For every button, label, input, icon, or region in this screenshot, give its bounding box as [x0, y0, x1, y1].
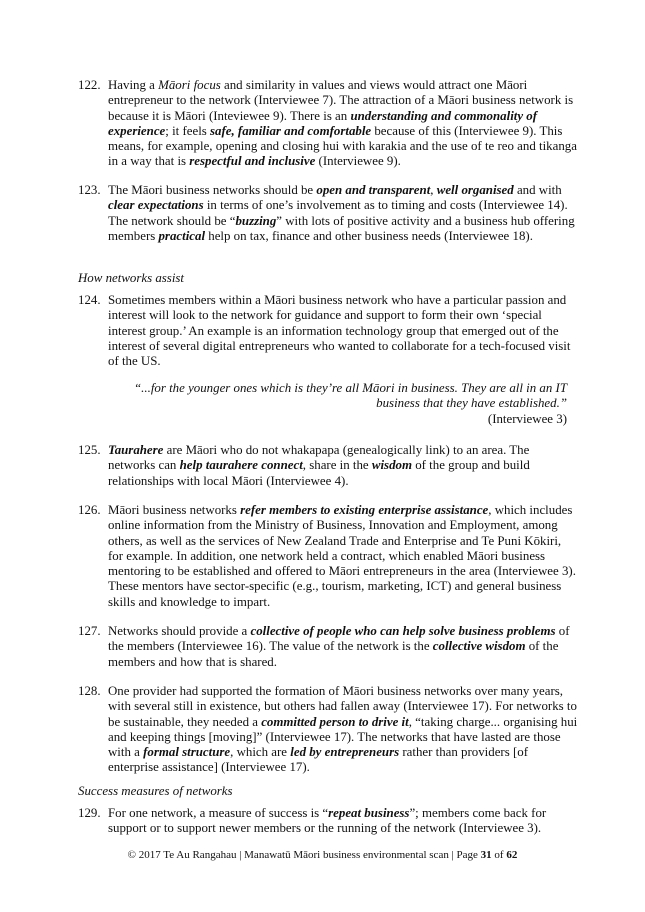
- block-quote: [108, 381, 567, 427]
- text-run: ”; members come back for support or to support newer members or the running of the network (Interviewee 3).: [108, 806, 547, 836]
- paragraph-text: [108, 624, 578, 670]
- emphasis-bold-italic: understanding and commonality of experience: [108, 108, 538, 138]
- emphasis-bold-italic: open and transparent: [316, 183, 431, 197]
- paragraph-128: [78, 684, 578, 776]
- text-run: rather than providers [of enterprise assistance] (Interviewee 17).: [108, 745, 528, 775]
- text-run: , which includes online information from the Ministry of Business, Innovation and Employment, among others, as well as the services of New Zealand Trade and Enterprise and Te Puni Kōkiri, for example. In addition, one network held a contract, which enabled Māori business mentoring to be established and offered to Māori entrepreneurs in the area (Interviewee 3). These mentors have sector-specific (e.g., tourism, marketing, ICT) and general business skills and knowledge to impart.: [108, 503, 576, 609]
- emphasis-bold-italic: wisdom: [371, 458, 412, 473]
- paragraph-number: 127.: [78, 624, 101, 638]
- emphasis-bold-italic: formal structure: [143, 745, 231, 760]
- text-run: (Interviewee 9).: [315, 154, 401, 169]
- paragraph-127: [78, 624, 578, 670]
- text-run: Having a: [108, 78, 159, 92]
- emphasis-italic: Māori focus: [158, 78, 221, 92]
- emphasis-bold-italic: well organised: [436, 183, 514, 197]
- emphasis-bold-italic: respectful and inclusive: [189, 154, 316, 169]
- paragraph-text: [108, 293, 578, 369]
- paragraph-125: [78, 443, 578, 489]
- paragraph-text: [108, 183, 578, 244]
- paragraph-number: 123.: [78, 183, 101, 197]
- emphasis-bold-italic: Taurahere: [108, 443, 164, 457]
- text-run: The Māori business networks should be: [108, 183, 317, 197]
- footer-page-number: 31: [480, 849, 492, 861]
- footer-page-total: 62: [506, 849, 518, 861]
- text-run: of the members and how that is shared.: [108, 639, 559, 669]
- emphasis-bold-italic: practical: [158, 228, 206, 243]
- section-heading-how-networks-assist: How networks assist: [78, 271, 185, 285]
- section-heading-success-measures: Success measures of networks: [78, 784, 233, 798]
- paragraph-number: 126.: [78, 503, 101, 517]
- paragraph-number: 128.: [78, 684, 101, 698]
- paragraph-122: [78, 78, 578, 170]
- text-run: Networks should provide a: [108, 624, 251, 638]
- paragraph-number: 129.: [78, 806, 101, 820]
- emphasis-bold-italic: buzzing: [235, 213, 277, 228]
- text-run: and with: [513, 183, 562, 197]
- footer-text: © 2017 Te Au Rangahau | Manawatū Māori business environmental scan | Page: [127, 849, 481, 861]
- text-run: Māori business networks: [108, 503, 241, 517]
- footer-of: of: [491, 849, 507, 861]
- quote-attribution: (Interviewee 3): [487, 411, 567, 426]
- paragraph-number: 122.: [78, 78, 101, 92]
- text-run: are Māori who do not whakapapa (genealogically link) to an area. The networks can: [108, 443, 530, 473]
- paragraph-129: [78, 806, 578, 837]
- paragraph-124: [78, 293, 578, 369]
- text-run: ,: [430, 183, 437, 197]
- text-run: in terms of one’s involvement as to timing and costs (Interviewee 14). The network should be “: [108, 198, 568, 228]
- emphasis-bold-italic: collective wisdom: [432, 639, 526, 654]
- text-run: Sometimes members within a Māori business network who have a particular passion and interest will look to the network for guidance and support to form their own ‘special interest group.’ An example is an information technology group that emerged out of the interest of several digital entrepreneurs who wanted to collaborate for a tech-focused visit of the US.: [108, 293, 571, 369]
- paragraph-text: [108, 806, 578, 837]
- text-run: , share in the: [302, 458, 372, 473]
- text-run: help on tax, finance and other business needs (Interviewee 18).: [205, 228, 533, 243]
- text-run: One provider had supported the formation of Māori business networks over many years, with several still in existence, but others had fallen away (Interviewee 17). For networks to be sustainable, they needed a: [108, 684, 577, 729]
- paragraph-text: [108, 78, 578, 170]
- emphasis-bold-italic: led by entrepreneurs: [290, 745, 400, 760]
- paragraph-123: [78, 183, 578, 244]
- emphasis-bold-italic: safe, familiar and comfortable: [210, 123, 372, 138]
- text-run: ” with lots of positive activity and a business hub offering members: [108, 213, 575, 243]
- text-run: ; it feels: [165, 123, 211, 138]
- text-run: and similarity in values and views would attract one Māori entrepreneur to the network (Interviewee 7). The attraction of a Māori business network is because it is Māori (Inteviewee 9). There is an: [108, 78, 574, 123]
- text-run: , “taking charge... organising hui and keeping things [moving]” (Interviewee 17). The networks that have lasted are those with a: [108, 714, 578, 760]
- text-run: For one network, a measure of success is “: [108, 806, 329, 820]
- text-run: , which are: [230, 745, 291, 760]
- paragraph-text: [108, 503, 578, 610]
- paragraph-text: [108, 443, 578, 489]
- emphasis-bold-italic: collective of people who can help solve business problems: [250, 624, 556, 638]
- page-footer: [0, 849, 645, 862]
- emphasis-bold-italic: refer members to existing enterprise assistance: [240, 503, 489, 517]
- emphasis-bold-italic: committed person to drive it: [261, 714, 409, 729]
- quote-text: “...for the younger ones which is they’re all Māori in business. They are all in an IT business that they have established.”: [134, 381, 567, 411]
- emphasis-bold-italic: help taurahere connect: [179, 458, 303, 473]
- text-run: because of this (Interviewee 9). This means, for example, opening and closing hui with karakia and the use of te reo and tikanga in a way that is: [108, 123, 577, 169]
- paragraph-number: 125.: [78, 443, 101, 457]
- text-run: of the members (Interviewee 16). The value of the network is the: [108, 624, 570, 654]
- paragraph-text: [108, 684, 578, 776]
- paragraph-126: [78, 503, 578, 610]
- emphasis-bold-italic: repeat business: [328, 806, 410, 820]
- text-run: of the group and build relationships with local Māori (Interviewee 4).: [108, 458, 530, 488]
- emphasis-bold-italic: clear expectations: [108, 198, 204, 213]
- paragraph-number: 124.: [78, 293, 101, 307]
